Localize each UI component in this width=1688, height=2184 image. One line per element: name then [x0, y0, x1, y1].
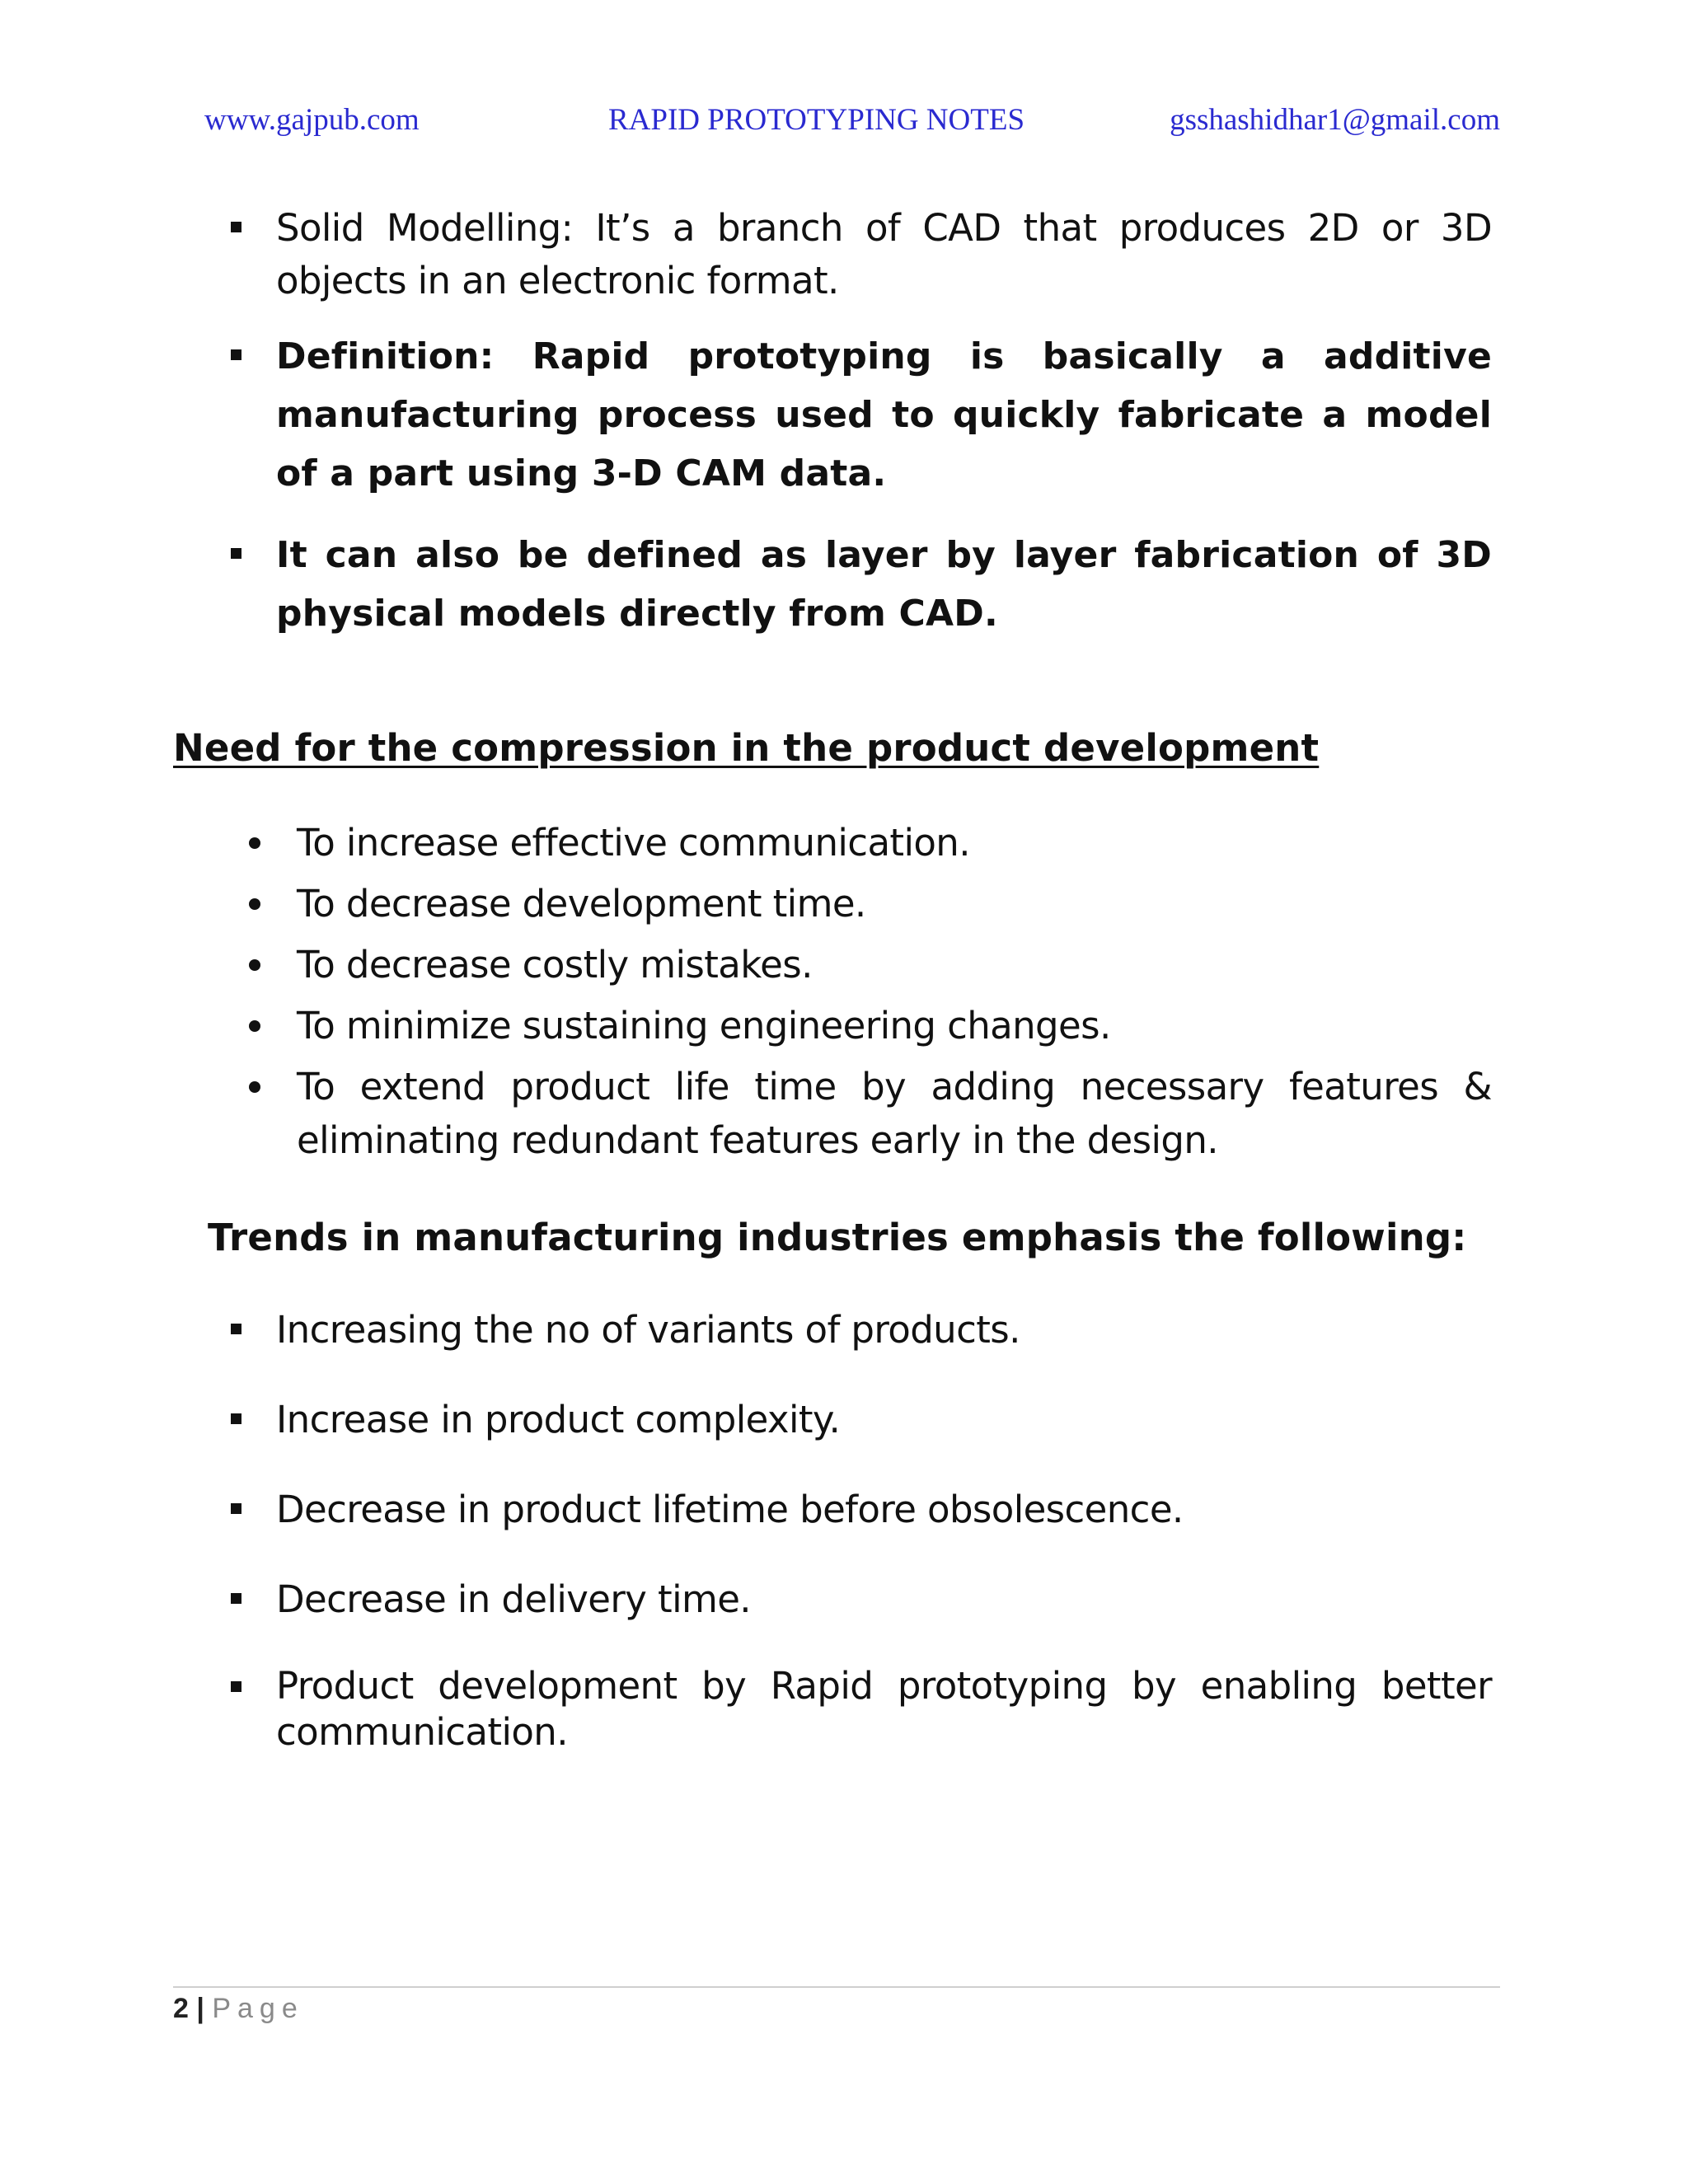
page-content: [173, 202, 1492, 1755]
section-heading-need: Need for the compression in the product development: [173, 726, 1320, 770]
list-item: [173, 1573, 1492, 1626]
list-item-text: To increase effective communication.: [297, 821, 970, 865]
round-bullet-icon: [249, 837, 260, 849]
list-item-text: Decrease in product lifetime before obsolescence.: [276, 1488, 1184, 1531]
list-item-text: Decrease in delivery time.: [276, 1577, 751, 1621]
list-item: [173, 938, 1492, 991]
square-bullet-icon: [231, 1681, 241, 1692]
list-item: [173, 1394, 1492, 1446]
round-bullet-icon: [249, 898, 260, 910]
square-bullet-icon: [231, 1413, 241, 1424]
need-list: [173, 816, 1492, 1167]
list-item: [173, 1483, 1492, 1536]
list-item: [173, 1304, 1492, 1357]
square-bullet-icon: [231, 548, 241, 559]
trends-list: [173, 1304, 1492, 1755]
list-item-text: Product development by Rapid prototyping by enabling better communication.: [276, 1664, 1492, 1754]
list-item: [173, 327, 1492, 503]
list-item-text: To extend product life time by adding necessary features & eliminating redundant features early in the design.: [297, 1065, 1492, 1162]
list-item-text: To decrease development time.: [297, 882, 866, 926]
list-item: [173, 816, 1492, 869]
square-bullet-icon: [231, 1593, 241, 1604]
square-bullet-icon: [231, 1324, 241, 1334]
list-item-text: To minimize sustaining engineering changes.: [297, 1004, 1111, 1047]
list-item-text: To decrease costly mistakes.: [297, 943, 813, 987]
square-bullet-icon: [231, 1503, 241, 1514]
round-bullet-icon: [249, 959, 260, 971]
list-item-text: Increasing the no of variants of products.: [276, 1308, 1020, 1352]
list-item: [173, 1663, 1492, 1755]
list-item: [173, 1060, 1492, 1167]
header-website: www.gajpub.com: [204, 103, 420, 137]
list-item: [173, 877, 1492, 930]
header-email: gsshashidhar1@gmail.com: [1170, 103, 1500, 137]
footer-separator: |: [196, 1993, 204, 2024]
page-header: [204, 102, 1500, 143]
page-number: 2: [173, 1993, 189, 2024]
page-word: Page: [212, 1993, 304, 2024]
intro-list: [173, 202, 1492, 643]
round-bullet-icon: [249, 1020, 260, 1032]
square-bullet-icon: [231, 222, 241, 232]
header-title: RAPID PROTOTYPING NOTES: [608, 103, 1025, 137]
list-item: [173, 999, 1492, 1052]
round-bullet-icon: [249, 1081, 260, 1093]
list-item-text: It can also be defined as layer by layer fabrication of 3D physical models directly from CAD.: [276, 534, 1492, 635]
list-item-text: Solid Modelling: It’s a branch of CAD that produces 2D or 3D objects in an electronic format.: [276, 206, 1492, 302]
list-item-text: Increase in product complexity.: [276, 1398, 841, 1441]
list-item: [173, 202, 1492, 307]
section-heading-trends: Trends in manufacturing industries emphasis the following:: [208, 1216, 1467, 1259]
page-footer: [173, 1986, 1500, 2025]
definition-text: Definition: Rapid prototyping is basically a additive manufacturing process used to quickly fabricate a model of a part using 3-D CAM data.: [276, 335, 1492, 494]
square-bullet-icon: [231, 349, 241, 360]
list-item: [173, 526, 1492, 643]
